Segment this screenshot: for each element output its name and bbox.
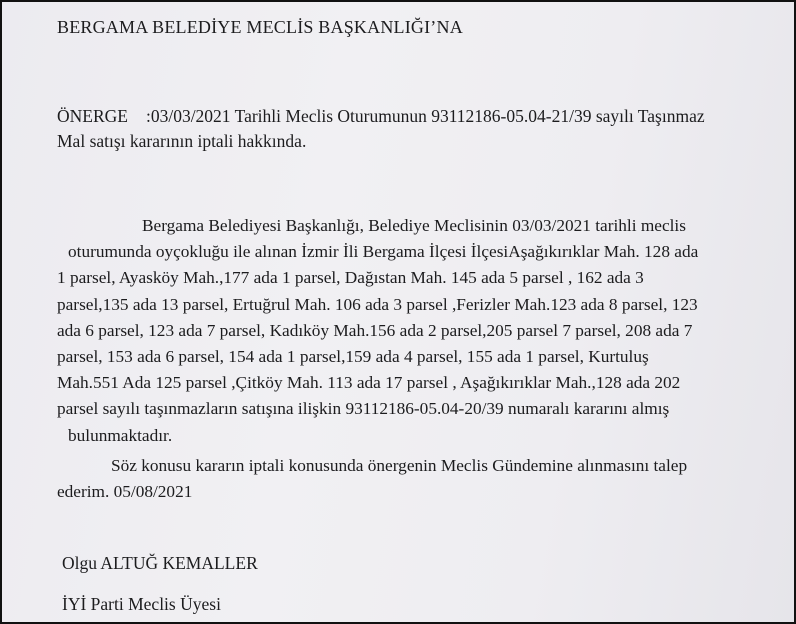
paragraph-2-line [57,453,775,479]
paragraph-2-line-text: Söz konusu kararın iptali konusunda önergenin Meclis Gündemine alınmasını talep [111,456,688,475]
subject-line-1 [57,104,787,129]
paragraph-1-line: ada 6 parsel, 123 ada 7 parsel, Kadıköy Mah.156 ada 2 parsel,205 parsel 7 parsel, 208 ada 7 [57,320,693,340]
paragraph-1 [57,213,775,449]
paragraph-1-line: 1 parsel, Ayasköy Mah.,177 ada 1 parsel, Dağıstan Mah. 145 ada 5 parsel , 162 ada 3 [57,268,644,288]
paragraph-1-line-text: Bergama Belediyesi Başkanlığı, Belediye Meclisinin 03/03/2021 tarihli meclis [142,216,686,235]
paragraph-2-line: ederim. 05/08/2021 [57,482,193,502]
paragraph-1-line: parsel sayılı taşınmazların satışına ilişkin 93112186-05.04-20/39 numaralı kararını almış [57,399,670,419]
subject-block [57,104,787,154]
paragraph-1-line: oturumunda oyçokluğu ile alınan İzmir İli Bergama İlçesi İlçesiAşağıkırıklar Mah. 128 ada [68,242,699,262]
document-page [2,2,794,622]
paragraph-1-line: parsel,135 ada 13 parsel, Ertuğrul Mah. 106 ada 3 parsel ,Ferizler Mah.123 ada 8 parsel, 123 [57,294,698,314]
signature-role: İYİ Parti Meclis Üyesi [62,594,221,614]
signature-name: Olgu ALTUĞ KEMALLER [62,553,258,573]
paragraph-1-line: parsel, 153 ada 6 parsel, 154 ada 1 parsel,159 ada 4 parsel, 155 ada 1 parsel, Kurtuluş [57,347,649,367]
subject-text-1: :03/03/2021 Tarihli Meclis Oturumunun 93112186-05.04-21/39 sayılı Taşınmaz [145,106,705,126]
paragraph-1-line [57,213,775,239]
subject-line-2: Mal satışı kararının iptali hakkında. [57,131,307,151]
document-heading: BERGAMA BELEDİYE MECLİS BAŞKANLIĞI’NA [57,17,463,37]
subject-label: ÖNERGE [57,106,128,126]
paragraph-1-line: bulunmaktadır. [68,425,173,445]
paragraph-2 [57,453,775,505]
paragraph-1-line: Mah.551 Ada 125 parsel ,Çitköy Mah. 113 ada 17 parsel , Aşağıkırıklar Mah.,128 ada 202 [57,373,681,393]
